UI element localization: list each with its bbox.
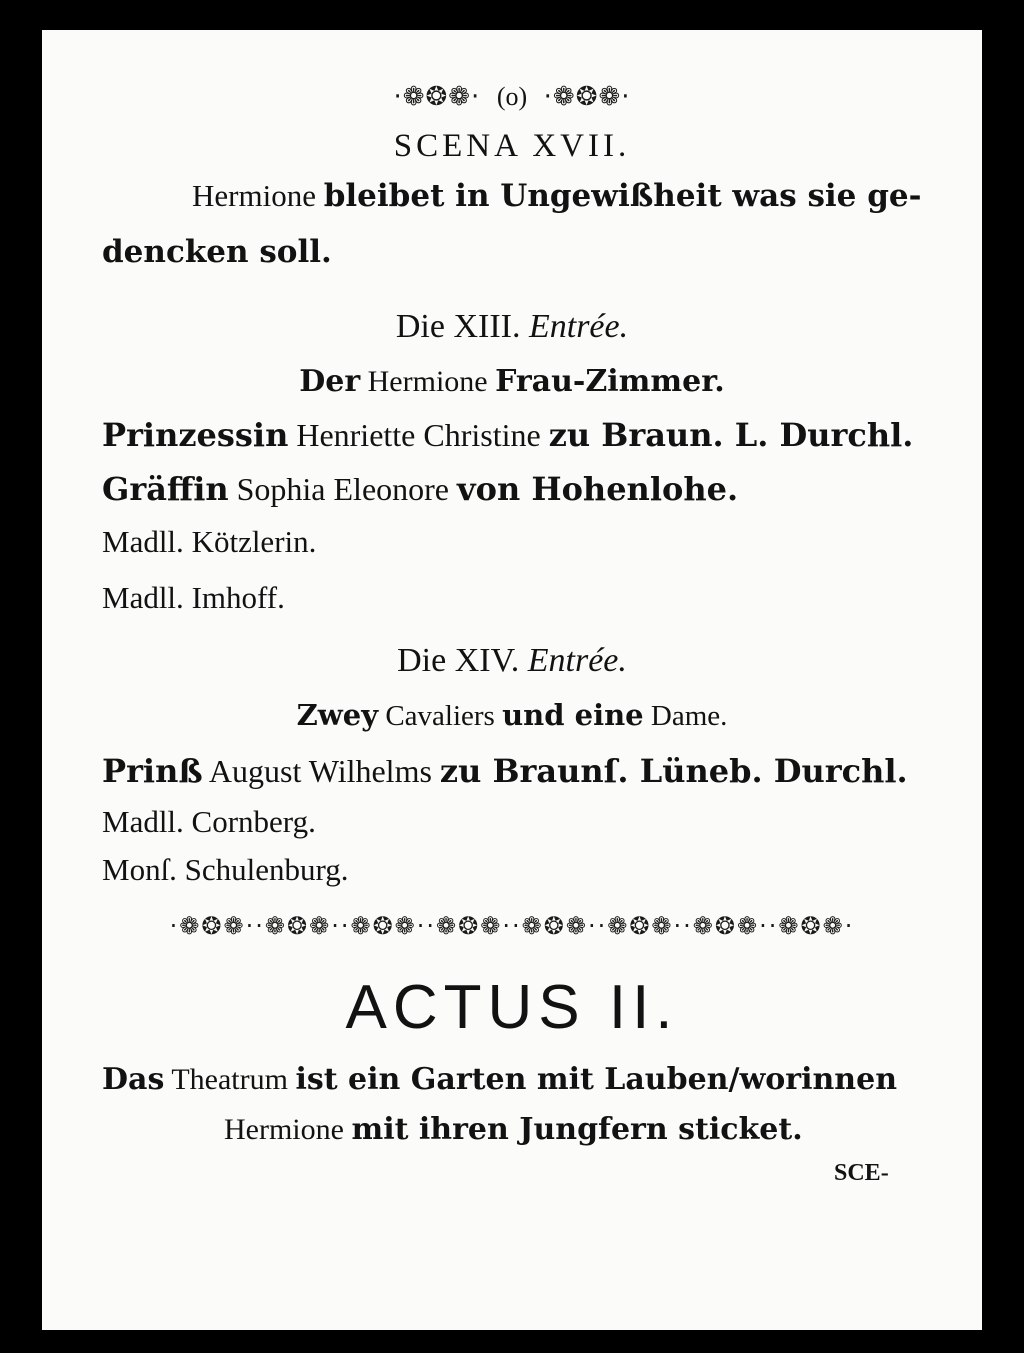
act-direction-line1 <box>102 1062 897 1097</box>
cast-title: Madll. <box>102 524 184 559</box>
stage-direction-line1 <box>192 178 921 214</box>
entree-13-title <box>42 308 982 346</box>
cast-row <box>102 470 738 508</box>
entree-13-number: Die XIII. <box>395 308 521 345</box>
cast-name: Kötzlerin. <box>191 524 317 559</box>
entree-14-label: Entrée. <box>527 642 627 679</box>
act-name: Hermione <box>224 1113 344 1146</box>
stage-direction-line2: dencken soll. <box>102 234 332 270</box>
cast-row <box>102 524 316 560</box>
cast-name: Imhoff. <box>191 580 285 615</box>
direction-text: bleibet in Ungewißheit was sie ge- <box>323 178 922 214</box>
entree-14-subtitle <box>42 698 982 733</box>
entree-14-number: Die XIV. <box>397 642 520 679</box>
ornament-right-icon: ·❁❂❁· <box>543 82 631 112</box>
act-direction-line2 <box>224 1112 803 1147</box>
cast-name: Sophia Eleonore <box>236 471 449 507</box>
cast-row <box>102 752 908 790</box>
cast-house: zu Braunſ. Lüneb. Durchl. <box>439 752 908 790</box>
entree-14-sub-cavaliers: Cavaliers <box>385 700 495 732</box>
cast-title: Prinß <box>102 752 203 790</box>
cast-row: Madll. Cornberg. <box>102 804 316 839</box>
act-article: Das <box>102 1062 165 1097</box>
cast-title: Madll. <box>102 580 184 615</box>
ornament-divider-icon: ·❁❂❁··❁❂❁··❁❂❁··❁❂❁··❁❂❁··❁❂❁··❁❂❁··❁❂❁· <box>169 912 855 940</box>
cast-name: August Wilhelms <box>208 753 432 789</box>
cast-row: Monſ. Schulenburg. <box>102 852 349 887</box>
book-page <box>42 30 982 1330</box>
entree-13-subtitle <box>42 364 982 399</box>
act-action: mit ihren Jungfern sticket. <box>351 1112 803 1147</box>
scene-heading: SCENA XVII. <box>393 128 631 164</box>
cast-house: von Hohenlohe. <box>457 470 739 508</box>
entree-13-sub-article: Der <box>299 364 361 399</box>
direction-name: Hermione <box>192 178 316 213</box>
act-heading: ACTUS II. <box>345 973 679 1042</box>
cast-row <box>102 416 913 454</box>
cast-name: Henriette Christine <box>296 417 541 453</box>
cast-row <box>102 580 285 616</box>
catchword: SCE- <box>834 1160 889 1186</box>
act-theatrum: Theatrum <box>171 1063 288 1096</box>
cast-house: zu Braun. L. Durchl. <box>548 416 914 454</box>
entree-13-sub-noun: Frau-Zimmer. <box>495 364 725 399</box>
entree-13-sub-name: Hermione <box>367 365 488 398</box>
page-number: (o) <box>496 82 528 111</box>
page-header <box>42 82 982 112</box>
cast-title: Prinzessin <box>102 416 289 454</box>
entree-14-sub-conjunction: und eine <box>502 698 644 732</box>
entree-14-sub-count: Zwey <box>296 698 379 732</box>
entree-14-sub-dame: Dame. <box>650 700 728 732</box>
entree-13-label: Entrée. <box>528 308 629 345</box>
cast-title: Gräffin <box>102 470 229 508</box>
entree-14-title <box>42 642 982 680</box>
ornament-left-icon: ·❁❂❁· <box>393 82 481 112</box>
act-setting: ist ein Garten mit Lauben/worinnen <box>295 1062 898 1097</box>
